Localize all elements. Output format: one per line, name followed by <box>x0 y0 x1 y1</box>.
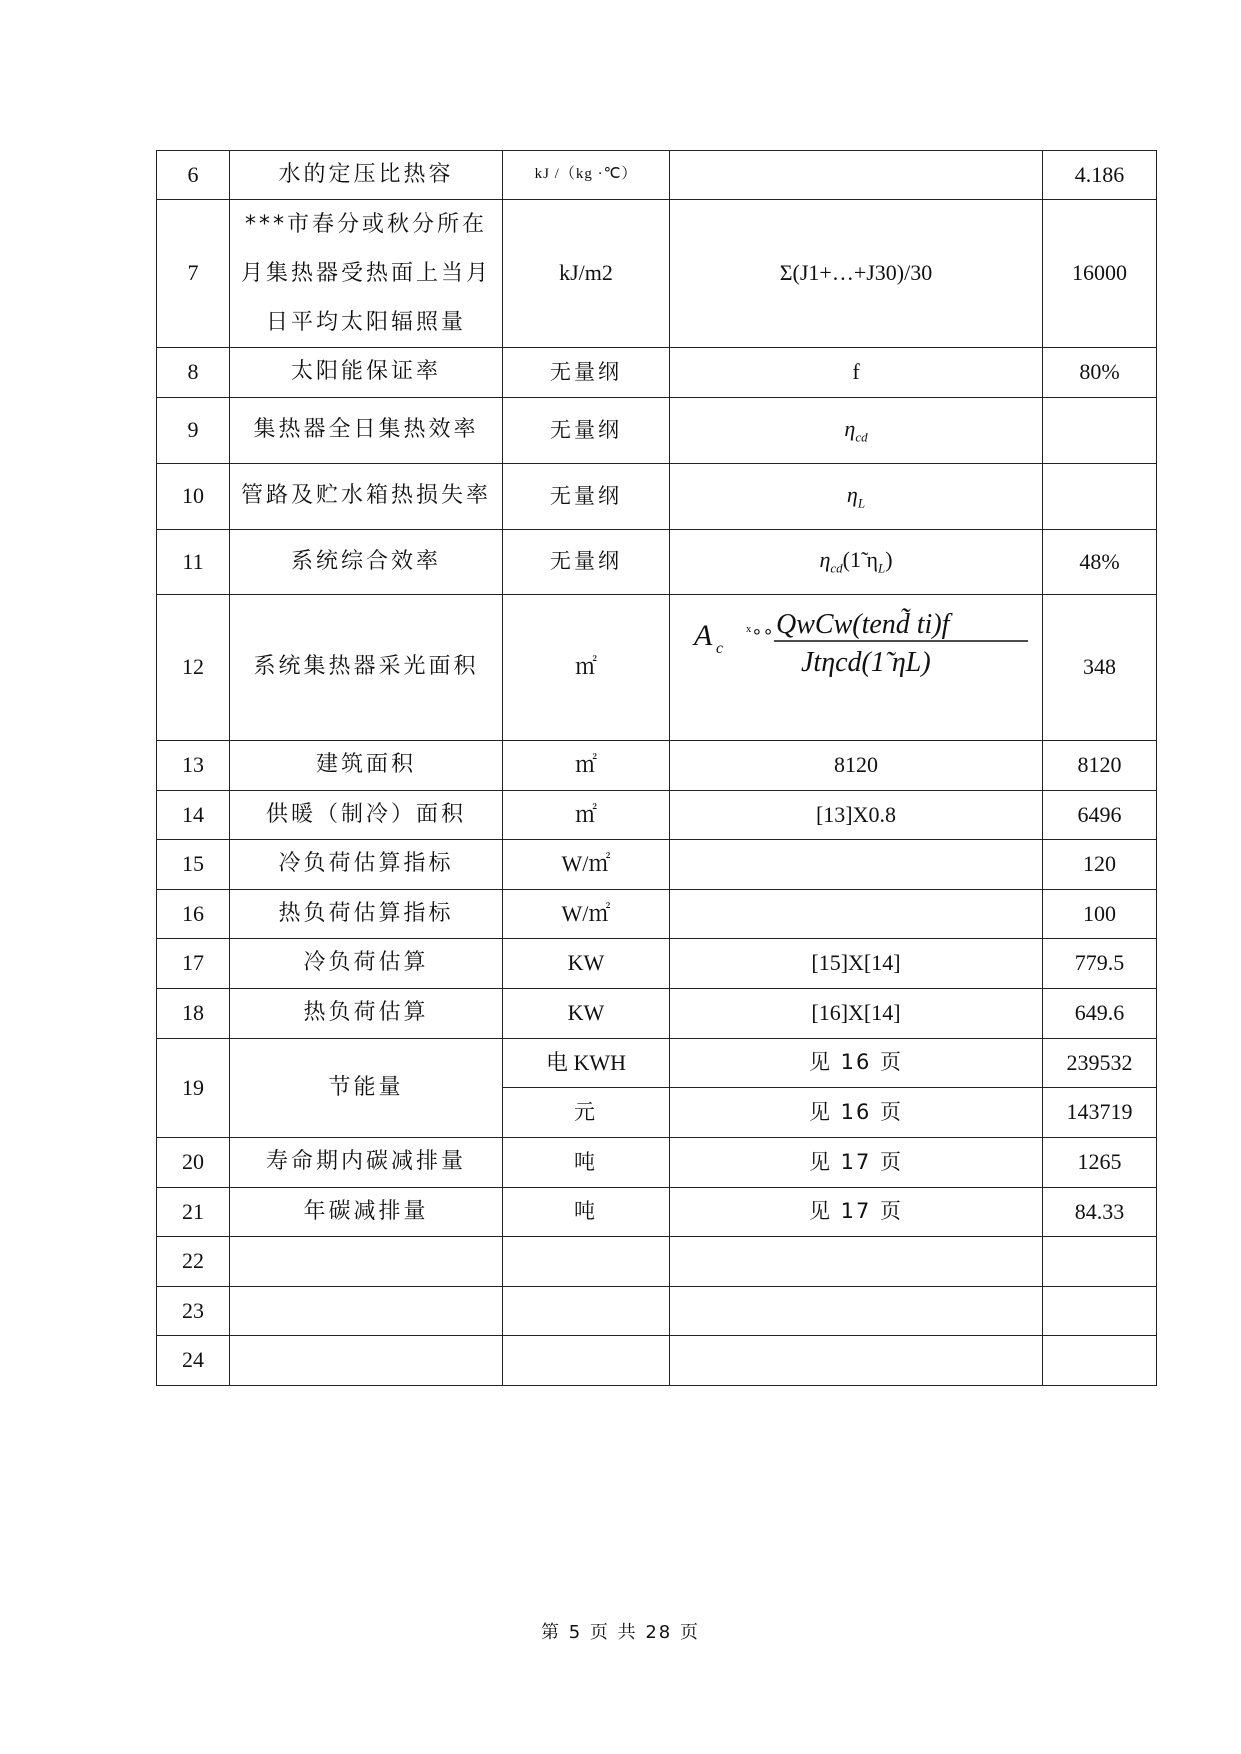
eta-cd-symbol: $\eta_{cd}$ <box>844 415 868 445</box>
formula-cell <box>670 1287 1043 1336</box>
parameter-name: 年碳减排量 <box>230 1188 503 1237</box>
unit-cell: 元 <box>503 1088 670 1138</box>
row-number: 24 <box>157 1336 230 1386</box>
row-number: 14 <box>157 791 230 840</box>
table-row <box>157 348 1157 398</box>
table-row <box>157 1287 1157 1336</box>
eta-l-symbol: $\eta_L$ <box>846 481 866 511</box>
svg-text:c: c <box>716 640 724 657</box>
value-cell: 779.5 <box>1043 939 1157 989</box>
row-number: 16 <box>157 890 230 939</box>
parameter-name: 冷负荷估算指标 <box>230 840 503 890</box>
formula-cell: f <box>670 348 1043 398</box>
row-number: 11 <box>157 530 230 595</box>
formula-cell: [15]X[14] <box>670 939 1043 989</box>
parameter-table <box>156 150 1157 1386</box>
row-number: 17 <box>157 939 230 989</box>
unit-cell: 无量纲 <box>503 348 670 398</box>
value-cell: 80% <box>1043 348 1157 398</box>
formula-cell: 见 16 页 <box>670 1039 1043 1088</box>
row-number: 20 <box>157 1138 230 1188</box>
row-number: 19 <box>157 1039 230 1138</box>
table-row <box>157 1336 1157 1386</box>
value-cell: 120 <box>1043 840 1157 890</box>
value-cell: 1265 <box>1043 1138 1157 1188</box>
unit-cell: 无量纲 <box>503 398 670 464</box>
formula-cell <box>670 840 1043 890</box>
value-cell: 649.6 <box>1043 989 1157 1039</box>
value-cell <box>1043 1336 1157 1386</box>
parameter-name: 系统集热器采光面积 <box>230 595 503 741</box>
table-row <box>157 741 1157 791</box>
formula-cell <box>670 530 1043 595</box>
value-cell: 16000 <box>1043 200 1157 348</box>
parameter-name: 热负荷估算 <box>230 989 503 1039</box>
parameter-name <box>230 1237 503 1287</box>
formula-cell: [13]X0.8 <box>670 791 1043 840</box>
unit-cell: 电 KWH <box>503 1039 670 1088</box>
table-row <box>157 989 1157 1039</box>
row-number: 7 <box>157 200 230 348</box>
unit-cell: kJ /（kg ·℃） <box>503 151 670 200</box>
formula-cell: 见 17 页 <box>670 1188 1043 1237</box>
row-number: 9 <box>157 398 230 464</box>
svg-text:A: A <box>694 619 713 652</box>
value-cell: 8120 <box>1043 741 1157 791</box>
table-row <box>157 530 1157 595</box>
formula-cell: [16]X[14] <box>670 989 1043 1039</box>
value-cell: 348 <box>1043 595 1157 741</box>
table-row <box>157 464 1157 530</box>
parameter-name: 管路及贮水箱热损失率 <box>230 464 503 530</box>
formula-cell <box>670 464 1043 530</box>
unit-cell: 无量纲 <box>503 530 670 595</box>
table-row <box>157 595 1157 741</box>
parameter-name: ***市春分或秋分所在月集热器受热面上当月日平均太阳辐照量 <box>230 200 503 348</box>
svg-text:ˣ∘∘: ˣ∘∘ <box>746 621 774 641</box>
formula-cell: 见 17 页 <box>670 1138 1043 1188</box>
row-number: 6 <box>157 151 230 200</box>
unit-cell: 吨 <box>503 1138 670 1188</box>
unit-cell: W/㎡ <box>503 890 670 939</box>
formula-cell <box>670 151 1043 200</box>
table-row <box>157 200 1157 348</box>
row-number: 10 <box>157 464 230 530</box>
page-footer: 第 5 页 共 28 页 <box>541 1622 700 1643</box>
parameter-name: 系统综合效率 <box>230 530 503 595</box>
value-cell <box>1043 1237 1157 1287</box>
parameter-name <box>230 1287 503 1336</box>
value-cell: 84.33 <box>1043 1188 1157 1237</box>
svg-text:QwCw(tend̃ ti)f: QwCw(tend̃ ti)f <box>776 609 950 640</box>
value-cell: 100 <box>1043 890 1157 939</box>
system-efficiency-formula: $\eta_{cd}(1̃$ $\eta_L$) <box>819 547 893 576</box>
value-cell <box>1043 464 1157 530</box>
value-cell: 143719 <box>1043 1088 1157 1138</box>
parameter-name: 节能量 <box>230 1039 503 1138</box>
parameter-name: 建筑面积 <box>230 741 503 791</box>
value-cell <box>1043 398 1157 464</box>
row-number: 22 <box>157 1237 230 1287</box>
formula-cell: 8120 <box>670 741 1043 791</box>
unit-cell: KW <box>503 939 670 989</box>
unit-cell: ㎡ <box>503 791 670 840</box>
table-row <box>157 1138 1157 1188</box>
value-cell: 4.186 <box>1043 151 1157 200</box>
value-cell: 239532 <box>1043 1039 1157 1088</box>
row-number: 12 <box>157 595 230 741</box>
unit-cell <box>503 1237 670 1287</box>
unit-cell: 无量纲 <box>503 464 670 530</box>
table-row <box>157 1237 1157 1287</box>
value-cell <box>1043 1287 1157 1336</box>
unit-cell <box>503 1287 670 1336</box>
value-cell: 48% <box>1043 530 1157 595</box>
table-row <box>157 791 1157 840</box>
unit-cell: ㎡ <box>503 741 670 791</box>
table-row <box>157 398 1157 464</box>
table-row <box>157 890 1157 939</box>
unit-cell: kJ/m2 <box>503 200 670 348</box>
table-row <box>157 1188 1157 1237</box>
unit-cell: ㎡ <box>503 595 670 741</box>
row-number: 21 <box>157 1188 230 1237</box>
svg-text:Jtηcd(1̃ ηL): Jtηcd(1̃ ηL) <box>801 647 931 678</box>
parameter-name <box>230 1336 503 1386</box>
row-number: 8 <box>157 348 230 398</box>
parameter-name: 寿命期内碳减排量 <box>230 1138 503 1188</box>
parameter-name: 太阳能保证率 <box>230 348 503 398</box>
table-row <box>157 840 1157 890</box>
parameter-name: 水的定压比热容 <box>230 151 503 200</box>
unit-cell: KW <box>503 989 670 1039</box>
parameter-name: 集热器全日集热效率 <box>230 398 503 464</box>
collector-area-formula <box>676 595 1036 695</box>
formula-cell <box>670 595 1043 741</box>
parameter-name: 供暖（制冷）面积 <box>230 791 503 840</box>
unit-cell <box>503 1336 670 1386</box>
formula-cell <box>670 1336 1043 1386</box>
row-number: 13 <box>157 741 230 791</box>
formula-cell: Σ(J1+…+J30)/30 <box>670 200 1043 348</box>
row-number: 18 <box>157 989 230 1039</box>
row-number: 23 <box>157 1287 230 1336</box>
table-row <box>157 939 1157 989</box>
row-number: 15 <box>157 840 230 890</box>
parameter-name: 冷负荷估算 <box>230 939 503 989</box>
formula-cell <box>670 890 1043 939</box>
formula-cell <box>670 398 1043 464</box>
table-row <box>157 1039 1157 1088</box>
unit-cell: 吨 <box>503 1188 670 1237</box>
formula-cell: 见 16 页 <box>670 1088 1043 1138</box>
unit-cell: W/㎡ <box>503 840 670 890</box>
table-row <box>157 151 1157 200</box>
value-cell: 6496 <box>1043 791 1157 840</box>
formula-cell <box>670 1237 1043 1287</box>
parameter-name: 热负荷估算指标 <box>230 890 503 939</box>
